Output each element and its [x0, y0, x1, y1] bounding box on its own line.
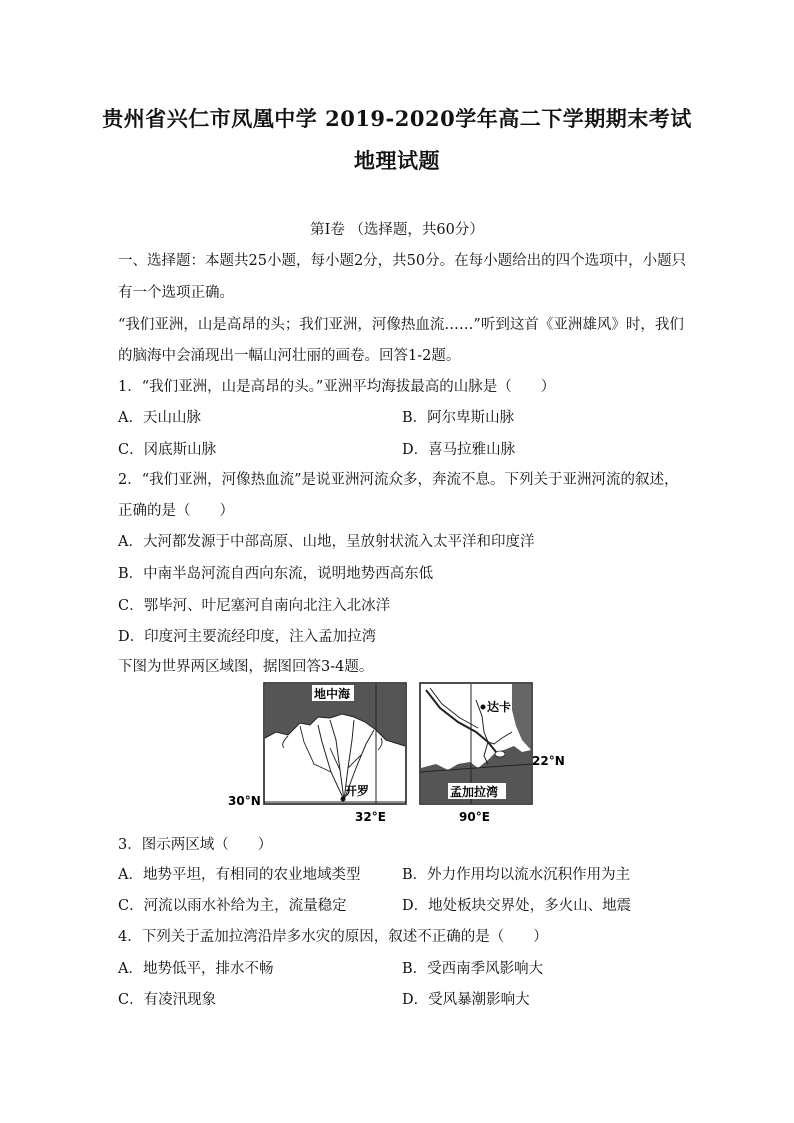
mediterranean-label: 地中海 [314, 687, 351, 701]
passage-line-1: “我们亚洲，山是高昂的头；我们亚洲，河像热血流……”听到这首《亚洲雄风》时，我们 [118, 317, 684, 333]
question-2-stem-line-1: 2．“我们亚洲，河像热血流”是说亚洲河流众多，奔流不息。下列关于亚洲河流的叙述， [118, 472, 679, 488]
section-heading: 第Ⅰ卷 （选择题，共60分） [310, 222, 484, 238]
bay-of-bengal-label: 孟加拉湾 [450, 785, 499, 799]
question-3-option-d[interactable]: D．地处板块交界处，多火山、地震 [402, 898, 632, 914]
question-1-option-b[interactable]: B．阿尔卑斯山脉 [402, 410, 515, 426]
cairo-label: 开罗 [345, 784, 370, 798]
lon-32e-label: 32°E [355, 810, 386, 824]
question-1-stem: 1．“我们亚洲，山是高昂的头。”亚洲平均海拔最高的山脉是（ ） [118, 379, 556, 395]
question-1-option-a[interactable]: A．天山山脉 [118, 410, 201, 426]
question-2-option-a[interactable]: A．大河都发源于中部高原、山地，呈放射状流入太平洋和印度洋 [118, 534, 535, 550]
region-maps-figure [226, 680, 566, 825]
question-1-option-d[interactable]: D．喜马拉雅山脉 [402, 442, 516, 458]
question-4-option-d[interactable]: D．受风暴潮影响大 [402, 992, 530, 1008]
question-3-option-b[interactable]: B．外力作用均以流水沉积作用为主 [402, 867, 631, 883]
question-3-option-c[interactable]: C．河流以雨水补给为主，流量稳定 [118, 898, 347, 914]
question-2-stem-line-2: 正确的是（ ） [118, 503, 234, 519]
question-3-stem: 3．图示两区域（ ） [118, 837, 273, 853]
question-1-option-c[interactable]: C．冈底斯山脉 [118, 442, 217, 458]
nile-delta-map [264, 683, 406, 804]
instructions-line-2: 有一个选项正确。 [118, 285, 234, 301]
passage-line-2: 的脑海中会涌现出一幅山河壮丽的画卷。回答1-2题。 [118, 348, 461, 364]
instructions-line-1: 一、选择题：本题共25小题，每小题2分，共50分。在每小题给出的四个选项中，小题只 [118, 253, 687, 269]
question-4-option-c[interactable]: C．有凌汛现象 [118, 992, 217, 1008]
dhaka-label: 达卡 [487, 700, 512, 714]
lon-90e-label: 90°E [459, 810, 490, 824]
question-2-option-b[interactable]: B．中南半岛河流自西向东流，说明地势西高东低 [118, 566, 434, 582]
lat-22n-label: 22°N [532, 754, 565, 768]
question-4-option-a[interactable]: A．地势低平，排水不畅 [118, 961, 274, 977]
exam-subject: 地理试题 [354, 148, 440, 173]
question-4-option-b[interactable]: B．受西南季风影响大 [402, 961, 544, 977]
question-2-option-d[interactable]: D．印度河主要流经印度，注入孟加拉湾 [118, 629, 377, 645]
question-4-stem: 4．下列关于孟加拉湾沿岸多水灾的原因，叙述不正确的是（ ） [118, 929, 548, 945]
question-2-option-c[interactable]: C．鄂毕河、叶尼塞河自南向北注入北冰洋 [118, 598, 391, 614]
exam-title: 贵州省兴仁市凤凰中学 2019-2020学年高二下学期期末考试 [102, 106, 692, 131]
figure-intro: 下图为世界两区域图，据图回答3-4题。 [118, 659, 374, 675]
question-3-option-a[interactable]: A．地势平坦，有相同的农业地域类型 [118, 867, 361, 883]
lat-30n-label: 30°N [228, 794, 261, 808]
